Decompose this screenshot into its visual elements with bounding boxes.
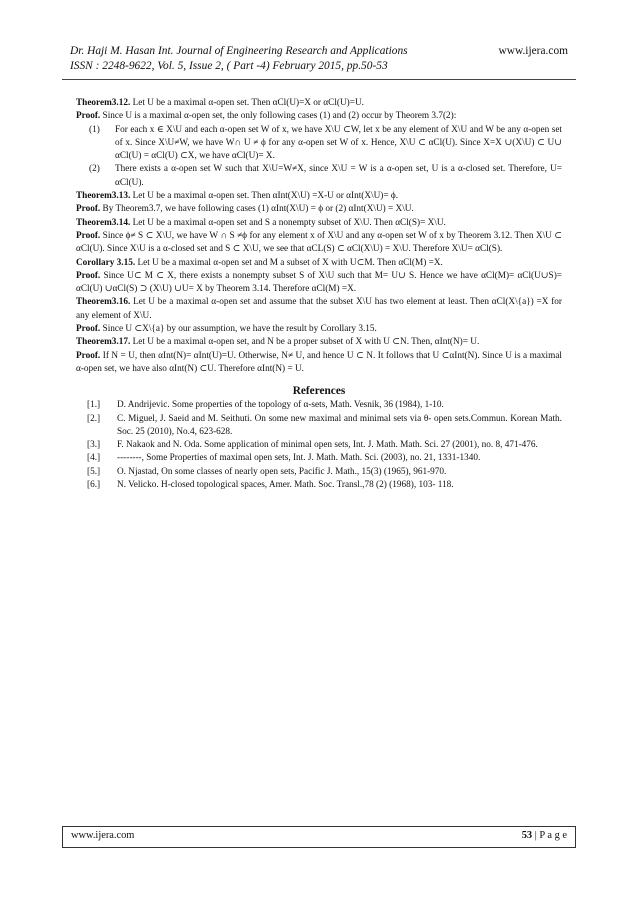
case-number: (2) — [89, 164, 100, 175]
running-header — [70, 44, 568, 74]
reference-number: [6.] — [87, 480, 101, 491]
reference-item — [76, 466, 562, 479]
corollary-label: Corollary 3.15. — [76, 257, 136, 268]
case-text: There exists a α-open set W such that X\U=W≠X, since X\U = W is a α-open set, U is a α-closed set. Therefore, U= αCl(U). — [115, 164, 562, 188]
reference-item — [76, 452, 562, 465]
footer-url[interactable]: www.ijera.com — [71, 830, 135, 841]
theorem-3-17 — [76, 336, 562, 349]
reference-number: [3.] — [87, 440, 101, 451]
proof-text: Since U is a maximal α-open set, the only following cases (1) and (2) occur by Theorem 3.7(2): — [102, 111, 457, 122]
reference-number: [5.] — [87, 466, 101, 477]
proof-3-16 — [76, 323, 562, 336]
proof-text: Since ϕ≠ S ⊂ X\U, we have W ∩ S ≠ϕ for any element x of X\U and any α-open set W of x by Theorem 3.12. Then X\U ⊂ αCl(U). Since X\U is a α-closed set and S ⊂ X\U, we see that αCL(S) ⊂ αCl(X\U) = X\U. Therefore X\U= αCl(S). — [76, 230, 562, 255]
journal-citation: Dr. Haji M. Hasan Int. Journal of Engineering Research and Applications — [70, 45, 408, 57]
issn-line: ISSN : 2248-9622, Vol. 5, Issue 2, ( Part -4) February 2015, pp.50-53 — [70, 60, 388, 72]
reference-item — [76, 399, 562, 412]
header-rule — [62, 79, 576, 80]
theorem-text: Let U be a maximal α-open set, and N be a proper subset of X with U ⊂N. Then, αInt(N)= U. — [132, 337, 480, 348]
reference-text: D. Andrijevic. Some properties of the topology of α-sets, Math. Vesnik, 36 (1984), 1-10. — [117, 400, 444, 411]
theorem-text: Let U be a maximal α-open set. Then αInt(X\U) =X-U or αInt(X\U)= ϕ. — [132, 191, 399, 202]
proof-3-17 — [76, 350, 562, 377]
theorem-label: Theorem3.12. — [76, 98, 131, 108]
page-number-value: 53 — [521, 830, 533, 841]
reference-number: [4.] — [87, 453, 101, 464]
proof-3-14 — [76, 230, 562, 257]
proof-3-15 — [76, 270, 562, 297]
proof-label: Proof. — [76, 204, 101, 215]
reference-text: F. Nakaok and N. Oda. Some application of minimal open sets, Int. J. Math. Math. Sci. 27 (2001), no. 8, 471-476. — [117, 440, 538, 451]
theorem-text: Let U be a maximal α-open set and assume that the subset X\U has two element at least. Then αCl(X\{a}) =X for any element of X\U. — [76, 297, 563, 321]
theorem-label: Theorem3.13. — [76, 191, 131, 202]
page-separator: | — [532, 830, 540, 841]
page-footer — [62, 826, 576, 848]
theorem-3-13 — [76, 190, 562, 203]
theorem-text: Let U be a maximal α-open set. Then αCl(U)=X or αCl(U)=U. — [132, 98, 364, 108]
reference-item — [76, 479, 562, 492]
proof-text: Since U⊂ M ⊂ X, there exists a nonempty subset S of X\U such that M= U∪ S. Hence we have αCl(M)= αCl(U∪S)= αCl(U) ∪αCl(S) ⊃ (X\U) ∪U= X by Theorem 3.14. Therefore αCl(M) =X. — [76, 270, 563, 295]
reference-item — [76, 413, 562, 440]
case-1 — [76, 124, 562, 164]
proof-text: Since U ⊂X\{a} by our assumption, we have the result by Corollary 3.15. — [102, 324, 377, 335]
proof-label: Proof. — [76, 230, 101, 241]
proof-label: Proof. — [76, 270, 101, 281]
proof-label: Proof. — [76, 324, 101, 335]
reference-item — [76, 439, 562, 452]
case-text: For each x ∈ X\U and each α-open set W of x, we have X\U ⊂W, let x be any element of X\U and W be any α-open set of x. Since X\U≠W, we have W∩ U ≠ ϕ for any α-open set W of x. Hence, X\U ⊂ αCl(U). Since X=X ∪(X\U) ⊂ U∪ αCl(U) = αCl(U) ⊂X, we have αCl(U)= X. — [115, 124, 562, 162]
corollary-text: Let U be a maximal α-open set and M a subset of X with U⊂M. Then αCl(M) =X. — [137, 257, 443, 268]
reference-text: --------, Some Properties of maximal open sets, Int. J. Math. Math. Sci. (2003), no. 21, 1331-1340. — [117, 453, 481, 464]
theorem-label: Theorem3.14. — [76, 217, 131, 228]
page-number — [522, 830, 567, 841]
proof-label: Proof. — [76, 350, 101, 361]
proof-3-12 — [76, 110, 562, 123]
references-heading: References — [292, 385, 346, 398]
proof-text: By Theorem3.7, we have following cases (1) αInt(X\U) = ϕ or (2) αInt(X\U) = X\U. — [102, 204, 414, 215]
reference-text: N. Velicko. H-closed topological spaces, Amer. Math. Soc. Transl.,78 (2) (1968), 103- 118. — [117, 480, 454, 491]
proof-text: If N = U, then αInt(N)= αInt(U)=U. Otherwise, N≠ U, and hence U ⊂ N. It follows that U ⊂αInt(N). Since U is a maximal α-open set, we have also αInt(N) ⊂U. Therefore αInt(N) = U. — [76, 350, 563, 374]
case-number: (1) — [89, 124, 100, 135]
corollary-3-15 — [76, 257, 562, 270]
case-2 — [76, 163, 562, 190]
theorem-3-16 — [76, 296, 562, 323]
page-word: P a g e — [539, 830, 567, 841]
theorem-label: Theorem3.16. — [76, 297, 131, 308]
theorem-3-12 — [76, 97, 562, 110]
theorem-label: Theorem3.17. — [76, 337, 131, 348]
theorem-text: Let U be a maximal α-open set and S a nonempty subset of X\U. Then αCl(S)= X\U. — [132, 217, 446, 228]
page-body — [76, 97, 562, 492]
proof-3-13 — [76, 203, 562, 216]
reference-text: O. Njastad, On some classes of nearly open sets, Pacific J. Math., 15(3) (1965), 961-970. — [117, 466, 447, 477]
proof-label: Proof. — [76, 111, 101, 122]
reference-text: C. Miguel, J. Saeid and M. Seithuti. On some new maximal and minimal sets via θ- open sets.Commun. Korean Math. Soc. 25 (2010), No.4, 623-628. — [117, 413, 562, 437]
theorem-3-14 — [76, 217, 562, 230]
reference-number: [2.] — [87, 413, 101, 424]
reference-number: [1.] — [87, 400, 101, 411]
header-url[interactable]: www.ijera.com — [498, 45, 568, 57]
references-list — [76, 399, 562, 492]
